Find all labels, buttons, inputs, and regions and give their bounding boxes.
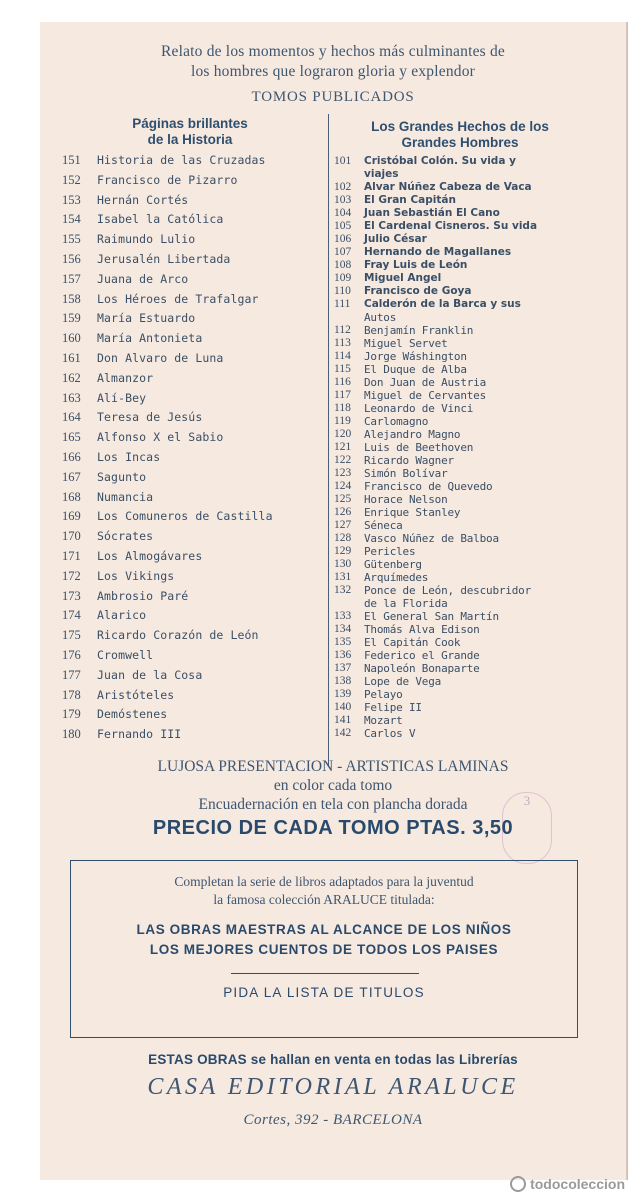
list-item — [334, 519, 624, 532]
item-title: Francisco de Pizarro — [97, 172, 238, 187]
item-title: Aristóteles — [97, 687, 175, 702]
item-title: Sagunto — [97, 469, 147, 484]
list-item — [334, 623, 624, 636]
item-number: 120 — [334, 428, 352, 440]
list-item — [334, 571, 624, 584]
list-item — [334, 337, 624, 350]
item-title: Thomás Alva Edison — [364, 623, 480, 636]
item-title: Fernando III — [97, 727, 182, 742]
item-title: Isabel la Católica — [97, 212, 224, 227]
list-item — [334, 636, 624, 649]
list-item — [334, 285, 624, 298]
item-title: Alvar Núñez Cabeza de Vaca — [364, 181, 532, 193]
item-title: Benjamín Franklin — [364, 324, 474, 337]
item-title: Autos — [364, 311, 397, 324]
item-number: 107 — [334, 246, 352, 258]
item-title: Calderón de la Barca y sus — [364, 298, 521, 310]
handwritten-mark: 3 — [502, 792, 552, 864]
item-title: Numancia — [97, 489, 154, 504]
item-title: Hernán Cortés — [97, 192, 189, 207]
item-number: 161 — [62, 350, 81, 365]
item-number: 116 — [334, 376, 351, 388]
item-title: María Antonieta — [97, 331, 203, 346]
item-number: 162 — [62, 370, 81, 385]
item-title: viajes — [364, 168, 399, 180]
item-number: 129 — [334, 545, 352, 557]
item-number: 102 — [334, 181, 352, 193]
item-number: 155 — [62, 232, 81, 247]
list-item — [334, 506, 624, 519]
item-number: 164 — [62, 410, 81, 425]
item-number: 141 — [334, 714, 352, 726]
list-item — [334, 714, 624, 727]
left-column-heading — [95, 116, 285, 148]
watermark-icon — [510, 1176, 526, 1192]
item-number: 121 — [334, 441, 352, 453]
list-item — [334, 662, 624, 675]
item-number: 122 — [334, 454, 352, 466]
series-desc-line-2: la famosa colección ARALUCE titulada: — [213, 892, 435, 907]
list-item — [62, 666, 322, 686]
item-number: 163 — [62, 390, 81, 405]
list-item — [62, 646, 322, 666]
item-number: 101 — [334, 155, 352, 167]
item-number: 135 — [334, 636, 352, 648]
publisher-name: CASA EDITORIAL ARALUCE — [147, 1074, 519, 1100]
list-item — [334, 233, 624, 246]
item-number: 109 — [334, 272, 352, 284]
list-item — [334, 428, 624, 441]
watermark-text: todocoleccion — [530, 1176, 625, 1192]
list-item — [62, 547, 322, 567]
item-number: 108 — [334, 259, 352, 271]
item-title: Enrique Stanley — [364, 506, 461, 519]
left-heading-line-2: de la Historia — [147, 132, 233, 147]
item-number: 156 — [62, 251, 81, 266]
item-number: 130 — [334, 558, 352, 570]
item-title: Carlomagno — [364, 415, 429, 428]
item-title: Demóstenes — [97, 707, 168, 722]
item-number: 172 — [62, 568, 81, 583]
list-item — [334, 389, 624, 402]
list-item — [334, 415, 624, 428]
box-divider — [231, 973, 419, 974]
tomos-publicados-heading: TOMOS PUBLICADOS — [251, 89, 415, 105]
item-title: Vasco Núñez de Balboa — [364, 532, 499, 545]
item-title: Fray Luis de León — [364, 259, 468, 271]
item-number: 153 — [62, 192, 81, 207]
list-item — [334, 376, 624, 389]
item-number: 137 — [334, 662, 352, 674]
request-list-text: PIDA LA LISTA DE TITULOS — [223, 985, 425, 1000]
item-number: 111 — [334, 298, 351, 310]
item-title: Mozart — [364, 714, 403, 727]
item-number: 136 — [334, 649, 352, 661]
item-title: Federico el Grande — [364, 649, 480, 662]
item-title: Don Alvaro de Luna — [97, 350, 224, 365]
item-title: Cristóbal Colón. Su vida y — [364, 155, 516, 167]
list-item — [62, 250, 322, 270]
item-number: 151 — [62, 153, 81, 167]
item-title: Sócrates — [97, 529, 154, 544]
item-title: Miguel Servet — [364, 337, 448, 350]
item-title: El Capitán Cook — [364, 636, 461, 649]
list-item — [334, 220, 624, 233]
item-number: 174 — [62, 608, 81, 623]
item-title: El General San Martín — [364, 610, 499, 623]
item-number: 165 — [62, 430, 81, 445]
item-title: Historia de las Cruzadas — [97, 153, 266, 167]
list-item — [62, 567, 322, 587]
list-item — [334, 480, 624, 493]
list-item — [62, 507, 322, 527]
item-number: 103 — [334, 194, 352, 206]
item-title: Jerusalén Libertada — [97, 251, 231, 266]
list-item — [62, 151, 322, 171]
list-item — [62, 468, 322, 488]
list-item — [62, 171, 322, 191]
item-number: 132 — [334, 584, 352, 596]
item-number: 113 — [334, 337, 351, 349]
series-titles — [71, 920, 577, 960]
item-title: Ambrosio Paré — [97, 588, 189, 603]
item-title: Horace Nelson — [364, 493, 448, 506]
item-title: Juan de la Cosa — [97, 667, 203, 682]
item-number: 126 — [334, 506, 352, 518]
item-number: 134 — [334, 623, 352, 635]
item-number: 140 — [334, 701, 352, 713]
item-number: 157 — [62, 271, 81, 286]
item-title: Julio César — [364, 233, 427, 245]
right-heading-line-1: Los Grandes Hechos de los — [371, 119, 549, 134]
list-item — [334, 454, 624, 467]
item-title: Francisco de Quevedo — [364, 480, 493, 493]
list-item — [62, 606, 322, 626]
list-item — [62, 309, 322, 329]
item-title: Los Comuneros de Castilla — [97, 509, 273, 524]
list-item — [334, 649, 624, 662]
item-number: 110 — [334, 285, 351, 297]
list-item — [62, 448, 322, 468]
list-item — [62, 389, 322, 409]
list-item — [334, 558, 624, 571]
item-number: 106 — [334, 233, 352, 245]
item-number: 124 — [334, 480, 352, 492]
item-title: Ricardo Wagner — [364, 454, 454, 467]
list-item — [334, 545, 624, 558]
item-number: 114 — [334, 350, 351, 362]
item-title: Hernando de Magallanes — [364, 246, 512, 258]
item-number: 176 — [62, 647, 81, 662]
item-number: 142 — [334, 727, 352, 739]
item-title: Juan Sebastián El Cano — [364, 207, 500, 219]
series-title-1: LAS OBRAS MAESTRAS AL ALCANCE DE LOS NIÑOS — [136, 922, 512, 937]
item-title: Gütenberg — [364, 558, 422, 571]
item-title: Raimundo Lulio — [97, 232, 196, 247]
item-number: 128 — [334, 532, 352, 544]
list-item — [62, 349, 322, 369]
list-item — [334, 584, 624, 597]
item-title: Los Vikings — [97, 568, 175, 583]
item-title: Juana de Arco — [97, 271, 189, 286]
item-number: 117 — [334, 389, 351, 401]
presentation-line-1: LUJOSA PRESENTACION - ARTISTICAS LAMINAS — [157, 758, 509, 775]
intro-line-1: Relato de los momentos y hechos más culminantes de — [160, 43, 506, 60]
item-number: 119 — [334, 415, 351, 427]
item-title: de la Florida — [364, 597, 448, 610]
item-number: 154 — [62, 212, 81, 227]
item-number: 127 — [334, 519, 352, 531]
item-title: Alí-Bey — [97, 390, 147, 405]
series-info-box — [70, 860, 578, 1038]
list-item — [334, 350, 624, 363]
item-number: 131 — [334, 571, 352, 583]
item-number: 167 — [62, 469, 81, 484]
item-number: 159 — [62, 311, 81, 326]
availability-text: ESTAS OBRAS se hallan en venta en todas las Librerías — [148, 1052, 518, 1067]
item-title: María Estuardo — [97, 311, 196, 326]
list-item — [334, 532, 624, 545]
item-number: 171 — [62, 548, 81, 563]
item-number: 178 — [62, 687, 81, 702]
list-item — [334, 610, 624, 623]
list-item — [334, 259, 624, 272]
presentation-line-2: en color cada tomo — [273, 777, 393, 794]
intro-text — [40, 42, 626, 82]
list-item — [334, 155, 624, 168]
item-title: Almanzor — [97, 370, 154, 385]
list-item — [62, 587, 322, 607]
right-column-heading — [350, 119, 570, 151]
item-number: 112 — [334, 324, 351, 336]
item-title: Miguel de Cervantes — [364, 389, 487, 402]
left-title-list — [62, 151, 322, 745]
item-title: Leonardo de Vinci — [364, 402, 474, 415]
item-number: 160 — [62, 331, 81, 346]
item-title: Alfonso X el Sabio — [97, 430, 224, 445]
list-item — [62, 527, 322, 547]
list-item — [334, 246, 624, 259]
series-description — [71, 873, 577, 909]
list-item — [334, 363, 624, 376]
publisher-address: Cortes, 392 - BARCELONA — [243, 1112, 423, 1128]
column-divider — [328, 114, 329, 766]
item-number: 152 — [62, 172, 81, 187]
item-title: El Gran Capitán — [364, 194, 456, 206]
presentation-line-3: Encuadernación en tela con plancha dorada — [198, 796, 468, 813]
list-item — [334, 675, 624, 688]
list-item — [334, 272, 624, 285]
list-item — [62, 270, 322, 290]
list-item — [62, 230, 322, 250]
item-title: Ponce de León, descubridor — [364, 584, 531, 597]
right-heading-line-2: Grandes Hombres — [401, 135, 519, 150]
list-item — [334, 701, 624, 714]
list-item — [62, 626, 322, 646]
item-title: Luis de Beethoven — [364, 441, 474, 454]
item-number: 123 — [334, 467, 352, 479]
item-number: 177 — [62, 667, 81, 682]
item-title: El Duque de Alba — [364, 363, 467, 376]
item-title: Felipe II — [364, 701, 422, 714]
item-title: Arquímedes — [364, 571, 429, 584]
item-number: 133 — [334, 610, 352, 622]
list-item — [334, 298, 624, 311]
item-title: Cromwell — [97, 647, 154, 662]
item-number: 139 — [334, 688, 352, 700]
item-title: Los Héroes de Trafalgar — [97, 291, 259, 306]
item-title: Ricardo Corazón de León — [97, 628, 259, 643]
item-title: Lope de Vega — [364, 675, 442, 688]
list-item — [334, 688, 624, 701]
item-number: 166 — [62, 449, 81, 464]
item-number: 118 — [334, 402, 351, 414]
list-item — [62, 191, 322, 211]
list-item — [334, 597, 624, 610]
item-number: 168 — [62, 489, 81, 504]
list-item — [334, 311, 624, 324]
item-number: 125 — [334, 493, 352, 505]
item-title: Los Incas — [97, 449, 161, 464]
item-title: Séneca — [364, 519, 403, 532]
price-line: PRECIO DE CADA TOMO PTAS. 3,50 — [152, 817, 514, 839]
item-title: Jorge Wáshington — [364, 350, 467, 363]
item-number: 180 — [62, 727, 81, 742]
list-item — [334, 194, 624, 207]
item-number: 104 — [334, 207, 352, 219]
list-item — [334, 441, 624, 454]
item-title: Simón Bolívar — [364, 467, 448, 480]
item-title: Pelayo — [364, 688, 403, 701]
list-item — [334, 402, 624, 415]
series-desc-line-1: Completan la serie de libros adaptados para la juventud — [174, 874, 474, 889]
item-title: Teresa de Jesús — [97, 410, 203, 425]
list-item — [62, 725, 322, 745]
item-title: Miguel Angel — [364, 272, 442, 284]
list-item — [62, 210, 322, 230]
item-title: Carlos V — [364, 727, 416, 740]
item-title: Napoleón Bonaparte — [364, 662, 480, 675]
list-item — [334, 727, 624, 740]
list-item — [62, 369, 322, 389]
intro-line-2: los hombres que lograron gloria y explendor — [190, 63, 476, 80]
item-title: Los Almogávares — [97, 548, 203, 563]
list-item — [62, 488, 322, 508]
item-title: Don Juan de Austria — [364, 376, 487, 389]
list-item — [62, 329, 322, 349]
list-item — [62, 290, 322, 310]
item-number: 173 — [62, 588, 81, 603]
right-title-list — [334, 155, 624, 740]
item-title: Pericles — [364, 545, 416, 558]
item-number: 115 — [334, 363, 351, 375]
list-item — [334, 181, 624, 194]
list-item — [62, 705, 322, 725]
item-number: 179 — [62, 707, 81, 722]
item-number: 158 — [62, 291, 81, 306]
left-heading-line-1: Páginas brillantes — [132, 116, 248, 131]
item-title: Alejandro Magno — [364, 428, 461, 441]
item-title: Alarico — [97, 608, 147, 623]
book-flap-page — [40, 22, 627, 1180]
list-item — [334, 493, 624, 506]
item-number: 169 — [62, 509, 81, 524]
series-title-2: LOS MEJORES CUENTOS DE TODOS LOS PAISES — [149, 942, 499, 957]
watermark — [510, 1176, 625, 1192]
list-item — [62, 408, 322, 428]
list-item — [334, 207, 624, 220]
list-item — [334, 168, 624, 181]
item-number: 105 — [334, 220, 352, 232]
item-number: 138 — [334, 675, 352, 687]
item-number: 175 — [62, 628, 81, 643]
list-item — [334, 467, 624, 480]
item-title: El Cardenal Cisneros. Su vida — [364, 220, 538, 232]
list-item — [62, 428, 322, 448]
list-item — [62, 686, 322, 706]
item-title: Francisco de Goya — [364, 285, 472, 297]
list-item — [334, 324, 624, 337]
item-number: 170 — [62, 529, 81, 544]
